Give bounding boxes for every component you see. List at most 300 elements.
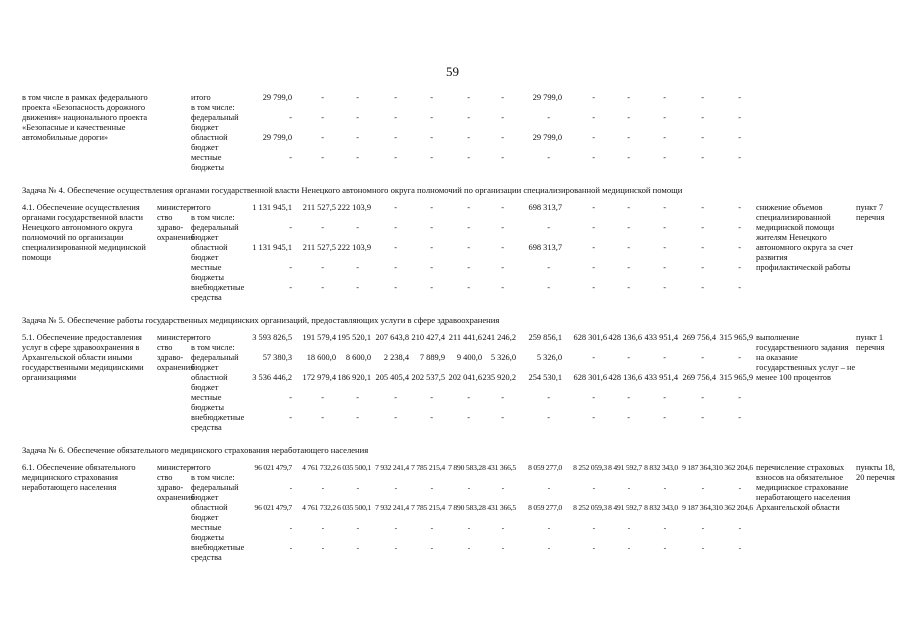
year-value: 205 405,4: [375, 373, 409, 382]
year-value: 8 431 366,5: [482, 463, 516, 472]
year-value: -: [627, 353, 630, 362]
year-value: -: [627, 283, 630, 292]
year-value: -: [467, 223, 470, 232]
year-value: -: [592, 283, 595, 292]
year-value: -: [627, 543, 630, 552]
year-value: 4 761 732,2: [302, 503, 336, 512]
year-value: -: [501, 413, 504, 422]
year-value: -: [467, 283, 470, 292]
table-row: [22, 353, 890, 373]
table-row: [22, 523, 890, 543]
year-value: 211 527,5: [302, 243, 336, 252]
funding-source: в том числе:: [191, 343, 235, 352]
year-value: -: [627, 483, 630, 492]
year-value: -: [394, 243, 397, 252]
total-value: -: [289, 523, 292, 532]
year-value: -: [501, 263, 504, 272]
table-row: [22, 283, 890, 303]
year-value: -: [430, 523, 433, 532]
year-value: -: [501, 523, 504, 532]
task-heading: Задача № 4. Обеспечение осуществления органами государственной власти Ненецкого автономного округа полномочий по организации специализированной медицинской помощи: [22, 185, 683, 195]
year-value: -: [430, 93, 433, 102]
year-value: -: [627, 263, 630, 272]
year-value: 315 965,9: [719, 333, 753, 342]
year-value: -: [663, 543, 666, 552]
year-value: -: [547, 393, 550, 402]
year-value: -: [467, 133, 470, 142]
executor: министер-ство здраво-охранения: [157, 333, 195, 372]
year-value: 628 301,6: [573, 373, 607, 382]
year-value: -: [501, 203, 504, 212]
year-value: -: [738, 393, 741, 402]
year-value: 259 856,1: [528, 333, 562, 342]
year-value: 8 059 277,0: [528, 503, 562, 512]
year-value: -: [592, 523, 595, 532]
year-value: 698 313,7: [528, 243, 562, 252]
year-value: 7 890 583,2: [448, 463, 482, 472]
year-value: -: [663, 353, 666, 362]
year-value: -: [627, 153, 630, 162]
year-value: -: [592, 543, 595, 552]
table-row: [22, 503, 890, 523]
year-value: -: [592, 203, 595, 212]
funding-source: внебюджетные средства: [191, 283, 245, 302]
year-value: 628 301,6: [573, 333, 607, 342]
year-value: 211 441,6: [448, 333, 482, 342]
measure-name: 4.1. Обеспечение осуществления органами государственной власти Ненецкого автономного округа полномочий по организации специализированной медицинской помощи: [22, 203, 146, 262]
total-value: 57 380,3: [262, 353, 292, 362]
year-value: -: [356, 263, 359, 272]
year-value: -: [738, 243, 741, 252]
year-value: -: [592, 483, 595, 492]
total-value: -: [289, 413, 292, 422]
year-value: 207 643,8: [375, 333, 409, 342]
year-value: -: [394, 153, 397, 162]
year-value: 315 965,9: [719, 373, 753, 382]
year-value: -: [501, 93, 504, 102]
year-value: -: [701, 353, 704, 362]
year-value: -: [430, 483, 433, 492]
table-row: [22, 203, 890, 213]
year-value: 8 431 366,5: [482, 503, 516, 512]
total-value: -: [289, 263, 292, 272]
table-row: [22, 153, 890, 173]
table-row: [22, 243, 890, 263]
funding-source: местные бюджеты: [191, 263, 225, 282]
year-value: -: [663, 523, 666, 532]
year-value: -: [627, 203, 630, 212]
year-value: -: [430, 223, 433, 232]
year-value: -: [627, 393, 630, 402]
year-value: 8 059 277,0: [528, 463, 562, 472]
year-value: -: [547, 153, 550, 162]
budget-table: [22, 93, 895, 563]
year-value: 202 537,5: [411, 373, 445, 382]
funding-source: местные бюджеты: [191, 153, 225, 172]
year-value: -: [738, 203, 741, 212]
year-value: -: [394, 523, 397, 532]
year-value: -: [430, 393, 433, 402]
year-value: -: [467, 393, 470, 402]
total-value: 29 799,0: [262, 93, 292, 102]
year-value: 8 600,0: [345, 353, 371, 362]
year-value: 254 530,1: [528, 373, 562, 382]
total-value: -: [289, 283, 292, 292]
funding-source: областной бюджет: [191, 133, 228, 152]
year-value: 10 362 204,6: [715, 503, 753, 512]
year-value: -: [321, 223, 324, 232]
year-value: -: [701, 243, 704, 252]
year-value: -: [701, 263, 704, 272]
year-value: -: [592, 413, 595, 422]
year-value: -: [394, 393, 397, 402]
year-value: 269 756,4: [682, 373, 716, 382]
funding-source: федеральный бюджет: [191, 353, 239, 372]
funding-source: внебюджетные средства: [191, 543, 245, 562]
year-value: -: [738, 543, 741, 552]
table-row: [22, 543, 890, 563]
year-value: -: [501, 283, 504, 292]
year-value: -: [738, 113, 741, 122]
table-row: [22, 133, 890, 153]
year-value: 195 520,1: [337, 333, 371, 342]
year-value: -: [321, 283, 324, 292]
year-value: 211 527,5: [302, 203, 336, 212]
year-value: -: [321, 133, 324, 142]
year-value: 7 785 215,4: [411, 503, 445, 512]
year-value: -: [467, 203, 470, 212]
year-value: -: [738, 133, 741, 142]
table-row: [22, 473, 890, 483]
year-value: -: [501, 243, 504, 252]
year-value: -: [356, 413, 359, 422]
year-value: -: [701, 93, 704, 102]
year-value: 222 103,9: [337, 203, 371, 212]
section-block: [22, 463, 895, 563]
year-value: -: [467, 523, 470, 532]
year-value: 433 951,4: [644, 333, 678, 342]
table-row: [22, 213, 890, 223]
table-row: [22, 113, 890, 133]
expected-result: снижение объемов специализированной медицинской помощи жителям Ненецкого автономного округа за счет развития профилактической работы: [756, 203, 854, 272]
year-value: -: [501, 483, 504, 492]
year-value: -: [592, 113, 595, 122]
year-value: -: [321, 263, 324, 272]
measure-name: 5.1. Обеспечение предоставления услуг в сфере здравоохранения в Архангельской области иными государственными медицинскими организациями: [22, 333, 144, 382]
total-value: 96 021 479,7: [254, 503, 292, 512]
year-value: -: [663, 393, 666, 402]
task-heading: Задача № 6. Обеспечение обязательного медицинского страхования неработающего населения: [22, 445, 369, 455]
table-row: [22, 103, 890, 113]
section-block: [22, 203, 890, 303]
year-value: -: [592, 223, 595, 232]
year-value: 191 579,4: [302, 333, 336, 342]
year-value: 433 951,4: [644, 373, 678, 382]
year-value: -: [701, 483, 704, 492]
year-value: -: [663, 113, 666, 122]
year-value: -: [356, 523, 359, 532]
list-reference: пункт 7 перечня: [856, 203, 885, 222]
year-value: -: [738, 523, 741, 532]
funding-source: итого: [191, 93, 211, 102]
year-value: -: [627, 523, 630, 532]
table-row: [22, 93, 890, 103]
year-value: 10 362 204,6: [715, 463, 753, 472]
year-value: 269 756,4: [682, 333, 716, 342]
year-value: 7 889,9: [419, 353, 445, 362]
funding-source: областной бюджет: [191, 373, 228, 392]
year-value: -: [356, 283, 359, 292]
total-value: -: [289, 153, 292, 162]
table-row: [22, 463, 890, 473]
year-value: 5 326,0: [536, 353, 562, 362]
year-value: -: [663, 223, 666, 232]
year-value: -: [467, 483, 470, 492]
year-value: -: [663, 153, 666, 162]
year-value: -: [547, 483, 550, 492]
total-value: 3 593 826,5: [252, 333, 292, 342]
year-value: -: [430, 283, 433, 292]
funding-source: местные бюджеты: [191, 523, 225, 542]
year-value: -: [356, 113, 359, 122]
year-value: 222 103,9: [337, 243, 371, 252]
year-value: -: [321, 113, 324, 122]
year-value: 8 252 059,3: [573, 503, 607, 512]
year-value: 2 238,4: [383, 353, 409, 362]
year-value: -: [592, 263, 595, 272]
year-value: -: [321, 413, 324, 422]
year-value: -: [701, 133, 704, 142]
year-value: -: [356, 543, 359, 552]
total-value: 1 131 945,1: [252, 203, 292, 212]
year-value: -: [394, 113, 397, 122]
table-row: [22, 343, 890, 353]
expected-result: выполнение государственного задания на оказание государственных услуг – не менее 100 процентов: [756, 333, 856, 382]
funding-source: итого: [191, 333, 211, 342]
year-value: -: [592, 353, 595, 362]
year-value: -: [321, 153, 324, 162]
year-value: -: [701, 203, 704, 212]
total-value: -: [289, 543, 292, 552]
table-row: [22, 413, 890, 433]
year-value: -: [701, 223, 704, 232]
year-value: -: [430, 113, 433, 122]
year-value: -: [467, 113, 470, 122]
year-value: 7 932 241,4: [375, 503, 409, 512]
year-value: -: [430, 263, 433, 272]
year-value: -: [663, 413, 666, 422]
year-value: 29 799,0: [532, 133, 562, 142]
year-value: -: [394, 133, 397, 142]
year-value: -: [467, 263, 470, 272]
year-value: -: [467, 93, 470, 102]
year-value: -: [501, 393, 504, 402]
year-value: -: [738, 483, 741, 492]
year-value: 29 799,0: [532, 93, 562, 102]
year-value: -: [394, 93, 397, 102]
year-value: 4 761 732,2: [302, 463, 336, 472]
funding-source: итого: [191, 203, 211, 212]
year-value: -: [501, 543, 504, 552]
table-row: [22, 373, 890, 393]
year-value: -: [663, 93, 666, 102]
year-value: -: [701, 113, 704, 122]
measure-name: в том числе в рамках федерального проекта «Безопасность дорожного движения» национального проекта «Безопасные и качественные автомобильные дороги»: [22, 93, 148, 142]
year-value: 210 427,4: [411, 333, 445, 342]
year-value: -: [663, 243, 666, 252]
year-value: -: [547, 263, 550, 272]
year-value: -: [501, 133, 504, 142]
year-value: -: [356, 133, 359, 142]
section-block: [22, 333, 890, 433]
year-value: -: [430, 203, 433, 212]
year-value: -: [701, 543, 704, 552]
year-value: -: [321, 393, 324, 402]
year-value: -: [356, 223, 359, 232]
year-value: -: [592, 243, 595, 252]
year-value: -: [627, 243, 630, 252]
year-value: 6 035 500,1: [337, 463, 371, 472]
year-value: -: [738, 263, 741, 272]
funding-source: итого: [191, 463, 211, 472]
year-value: -: [627, 413, 630, 422]
total-value: -: [289, 113, 292, 122]
year-value: -: [547, 223, 550, 232]
year-value: -: [394, 263, 397, 272]
year-value: -: [701, 153, 704, 162]
table-row: [22, 333, 890, 343]
funding-source: федеральный бюджет: [191, 483, 239, 502]
year-value: -: [394, 543, 397, 552]
year-value: 9 400,0: [456, 353, 482, 362]
total-value: -: [289, 483, 292, 492]
year-value: -: [738, 223, 741, 232]
year-value: 241 246,2: [482, 333, 516, 342]
year-value: -: [321, 523, 324, 532]
funding-source: областной бюджет: [191, 503, 228, 522]
year-value: 428 136,6: [608, 333, 642, 342]
expected-result: перечисление страховых взносов на обязательное медицинское страхование неработающего населения Архангельской области: [756, 463, 851, 512]
year-value: 7 890 583,2: [448, 503, 482, 512]
year-value: 172 979,4: [302, 373, 336, 382]
year-value: -: [592, 153, 595, 162]
funding-source: внебюджетные средства: [191, 413, 245, 432]
funding-source: областной бюджет: [191, 243, 228, 262]
funding-source: федеральный бюджет: [191, 113, 239, 132]
year-value: -: [701, 413, 704, 422]
table-row: [22, 223, 890, 243]
year-value: -: [321, 543, 324, 552]
year-value: -: [592, 93, 595, 102]
funding-source: в том числе:: [191, 473, 235, 482]
total-value: 1 131 945,1: [252, 243, 292, 252]
year-value: 8 832 343,0: [644, 503, 678, 512]
year-value: 235 920,2: [482, 373, 516, 382]
year-value: -: [430, 243, 433, 252]
list-reference: пункты 18, 20 перечня: [856, 463, 895, 482]
year-value: -: [738, 93, 741, 102]
measure-name: 6.1. Обеспечение обязательного медицинского страхования неработающего населения: [22, 463, 136, 492]
year-value: -: [356, 393, 359, 402]
year-value: -: [663, 263, 666, 272]
year-value: -: [738, 353, 741, 362]
year-value: -: [663, 133, 666, 142]
total-value: 29 799,0: [262, 133, 292, 142]
year-value: -: [592, 133, 595, 142]
year-value: -: [501, 153, 504, 162]
year-value: 202 041,6: [448, 373, 482, 382]
table-row: [22, 263, 890, 283]
year-value: 7 932 241,4: [375, 463, 409, 472]
year-value: 8 832 343,0: [644, 463, 678, 472]
year-value: -: [663, 483, 666, 492]
total-value: 3 536 446,2: [252, 373, 292, 382]
year-value: -: [701, 283, 704, 292]
year-value: -: [627, 113, 630, 122]
year-value: -: [394, 203, 397, 212]
year-value: 6 035 500,1: [337, 503, 371, 512]
year-value: -: [738, 283, 741, 292]
page-number: 59: [446, 64, 459, 79]
funding-source: местные бюджеты: [191, 393, 225, 412]
list-reference: пункт 1 перечня: [856, 333, 885, 352]
year-value: -: [467, 413, 470, 422]
section-block: [22, 93, 890, 173]
year-value: -: [663, 283, 666, 292]
year-value: -: [547, 543, 550, 552]
year-value: -: [738, 413, 741, 422]
year-value: -: [627, 223, 630, 232]
year-value: 8 491 592,7: [608, 503, 642, 512]
year-value: -: [663, 203, 666, 212]
total-value: -: [289, 223, 292, 232]
year-value: -: [321, 93, 324, 102]
year-value: -: [394, 413, 397, 422]
year-value: -: [356, 483, 359, 492]
funding-source: в том числе:: [191, 213, 235, 222]
table-row: [22, 393, 890, 413]
year-value: -: [430, 413, 433, 422]
year-value: 9 187 364,3: [682, 503, 716, 512]
year-value: -: [738, 153, 741, 162]
year-value: 9 187 364,3: [682, 463, 716, 472]
year-value: 428 136,6: [608, 373, 642, 382]
year-value: 8 491 592,7: [608, 463, 642, 472]
table-row: [22, 483, 890, 503]
year-value: 698 313,7: [528, 203, 562, 212]
year-value: 5 326,0: [490, 353, 516, 362]
executor: министер-ство здраво-охранения: [157, 463, 195, 502]
year-value: -: [467, 543, 470, 552]
year-value: -: [547, 113, 550, 122]
year-value: 7 785 215,4: [411, 463, 445, 472]
funding-source: федеральный бюджет: [191, 223, 239, 242]
year-value: -: [467, 243, 470, 252]
year-value: 18 600,0: [306, 353, 336, 362]
year-value: -: [547, 413, 550, 422]
year-value: -: [701, 393, 704, 402]
year-value: -: [501, 113, 504, 122]
total-value: -: [289, 393, 292, 402]
funding-source: в том числе:: [191, 103, 235, 112]
year-value: -: [430, 543, 433, 552]
year-value: -: [430, 133, 433, 142]
total-value: 96 021 479,7: [254, 463, 292, 472]
year-value: -: [356, 93, 359, 102]
year-value: -: [592, 393, 595, 402]
year-value: -: [547, 523, 550, 532]
year-value: -: [627, 133, 630, 142]
